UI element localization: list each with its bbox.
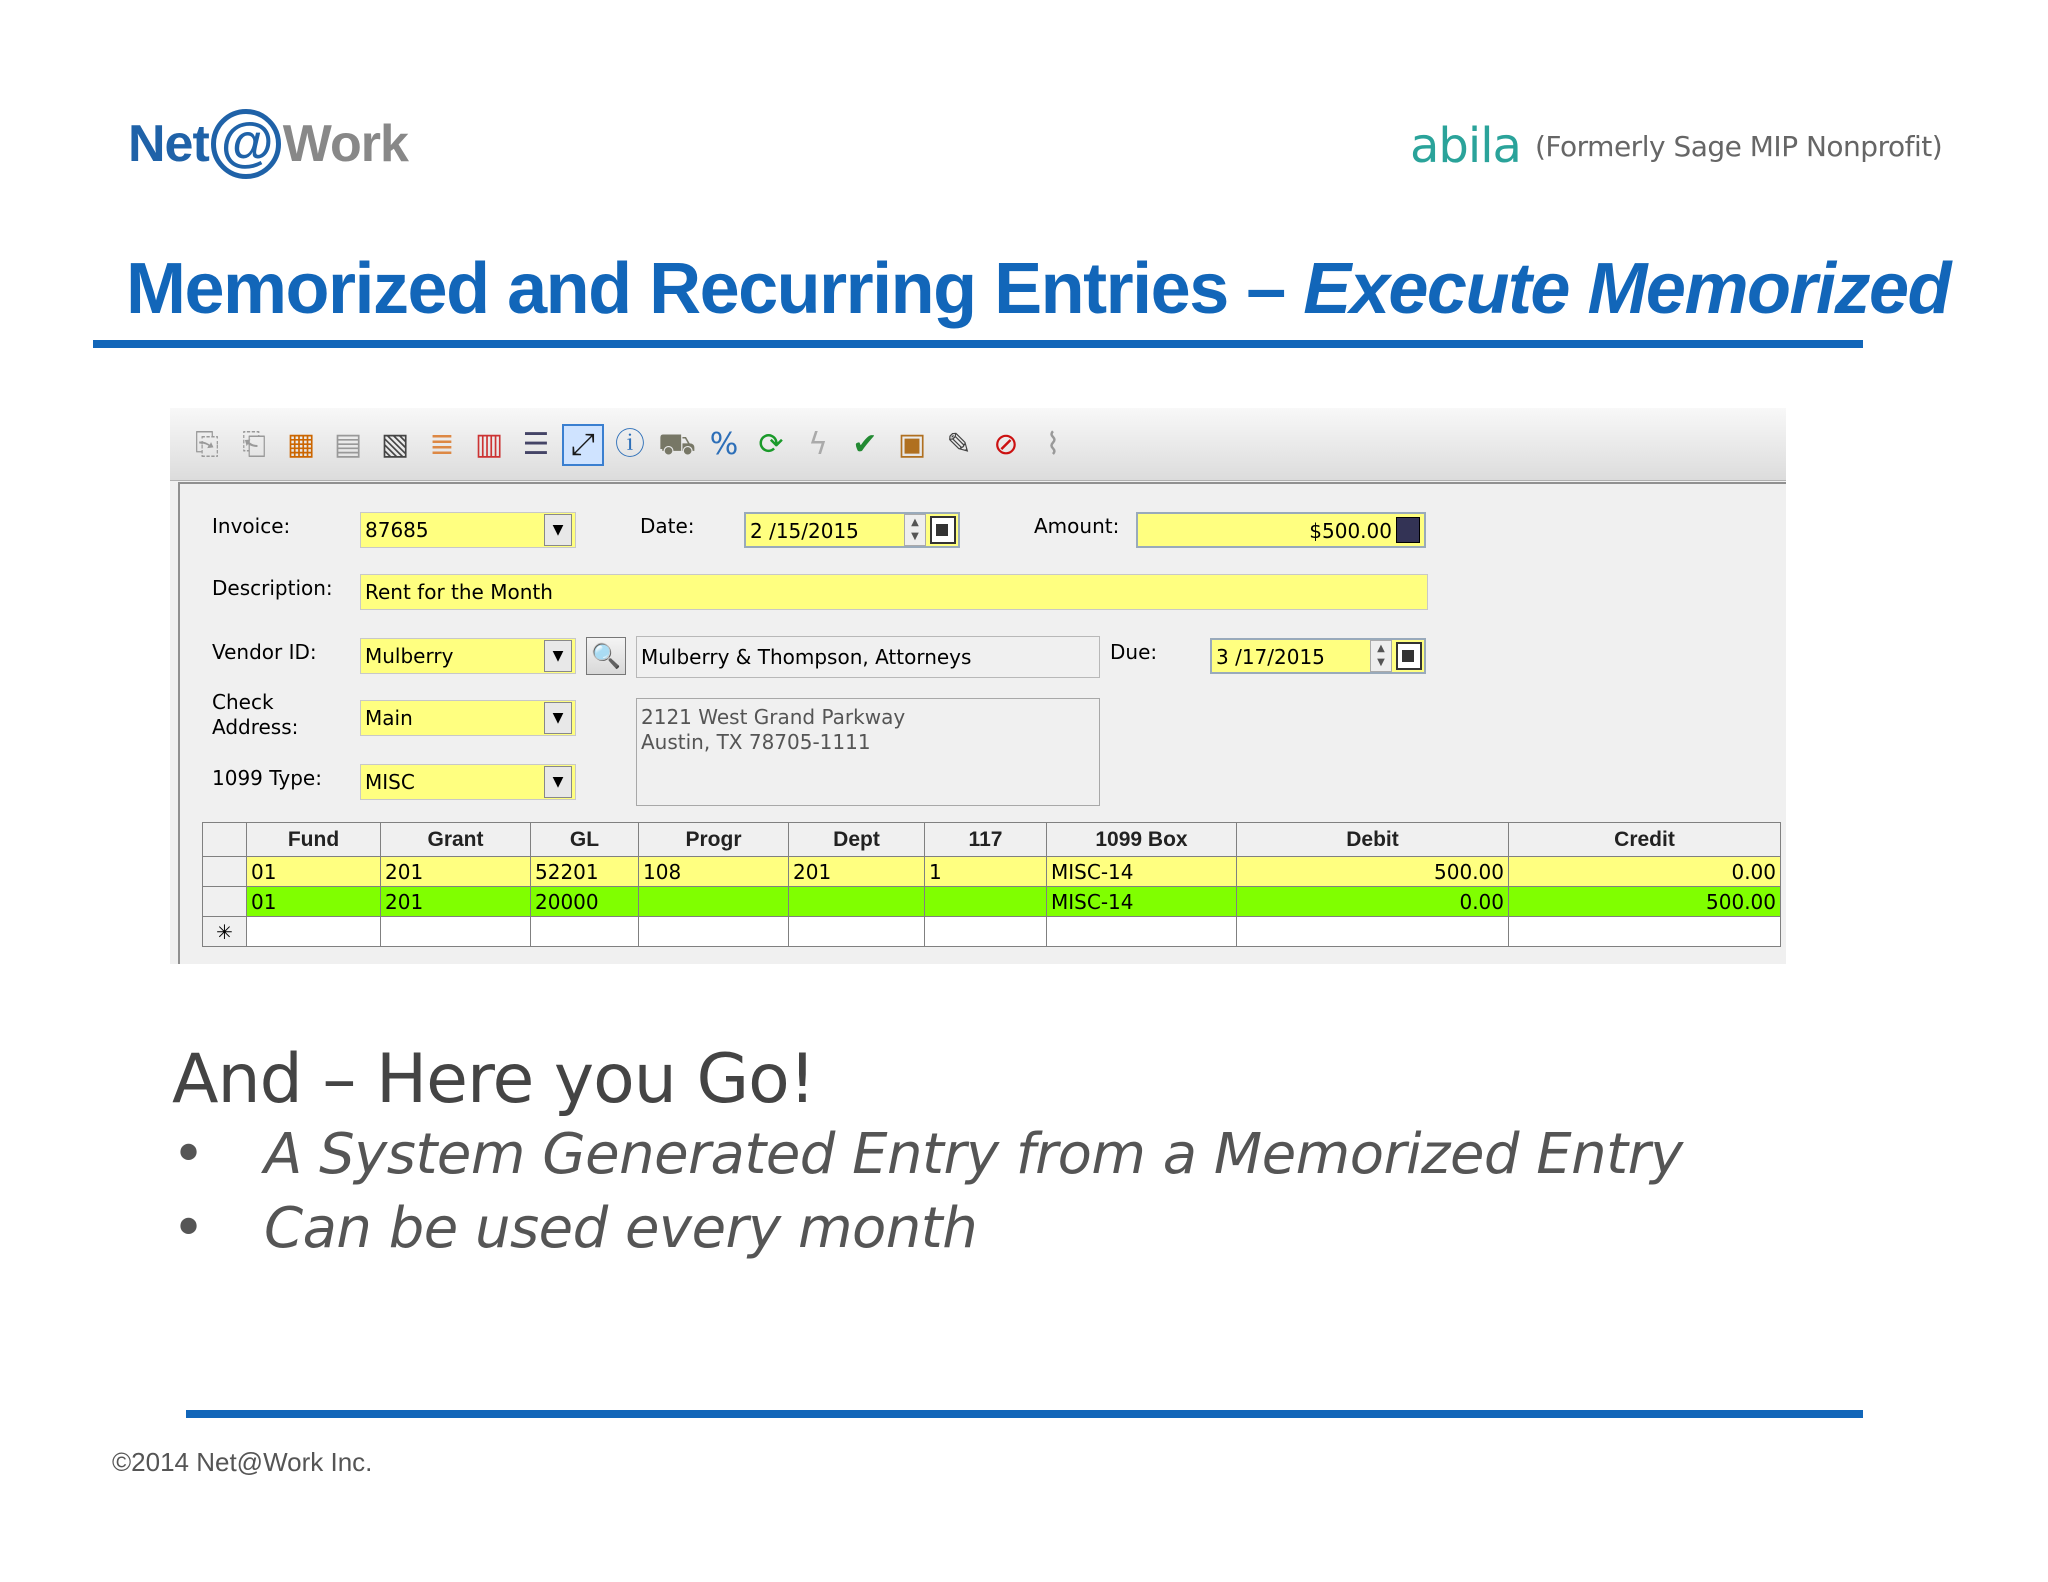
package-icon[interactable]: ▣ bbox=[897, 427, 927, 462]
cell-empty[interactable] bbox=[381, 917, 531, 947]
type-1099-dropdown-button[interactable]: ▼ bbox=[544, 766, 572, 798]
cell-gl[interactable]: 52201 bbox=[531, 857, 639, 887]
check-address-label bbox=[212, 690, 298, 740]
description-label: Description: bbox=[212, 576, 333, 600]
layers-icon[interactable]: ≣ bbox=[429, 427, 455, 462]
cell-1099-box[interactable]: MISC-14 bbox=[1047, 887, 1237, 917]
cell-dept[interactable]: 201 bbox=[789, 857, 925, 887]
cell-progr[interactable] bbox=[639, 887, 789, 917]
cell-empty[interactable] bbox=[1237, 917, 1509, 947]
check-address-field[interactable]: Main bbox=[360, 700, 576, 736]
cell-empty[interactable] bbox=[531, 917, 639, 947]
new-row-marker-icon: ✳ bbox=[203, 917, 247, 947]
invoice-dropdown-button[interactable]: ▼ bbox=[544, 514, 572, 546]
date-spinner[interactable]: ▲ ▼ bbox=[904, 514, 926, 546]
date-label: Date: bbox=[640, 514, 695, 538]
amount-field[interactable]: $500.00 bbox=[1136, 512, 1426, 548]
row-selector[interactable] bbox=[203, 887, 247, 917]
cell-credit[interactable]: 500.00 bbox=[1509, 887, 1781, 917]
cell-117[interactable]: 1 bbox=[925, 857, 1047, 887]
slide-title-main: Memorized and Recurring Entries – bbox=[126, 249, 1304, 329]
cell-117[interactable] bbox=[925, 887, 1047, 917]
cell-empty[interactable] bbox=[789, 917, 925, 947]
info-docs-icon[interactable]: ⓘ bbox=[615, 427, 645, 462]
cell-gl[interactable]: 20000 bbox=[531, 887, 639, 917]
checkmark-icon[interactable]: ✔ bbox=[852, 427, 878, 462]
due-date-spinner[interactable]: ▲ ▼ bbox=[1370, 640, 1392, 672]
check-address-label-line1: Check bbox=[212, 690, 274, 714]
document-list-icon[interactable]: ☰ bbox=[522, 427, 550, 462]
netwok-logo bbox=[128, 104, 408, 184]
cell-credit[interactable]: 0.00 bbox=[1509, 857, 1781, 887]
type-1099-field[interactable]: MISC bbox=[360, 764, 576, 800]
vendor-dropdown-button[interactable]: ▼ bbox=[544, 640, 572, 672]
attachment-icon[interactable]: ⌇ bbox=[1045, 427, 1061, 462]
slide-title bbox=[126, 248, 1950, 330]
description-field[interactable]: Rent for the Month bbox=[360, 574, 1428, 610]
cell-empty[interactable] bbox=[639, 917, 789, 947]
paste-icon[interactable]: ⎗ bbox=[242, 427, 266, 462]
vendor-lookup-search-icon[interactable]: 🔍 bbox=[586, 637, 626, 675]
percent-info-icon[interactable]: % bbox=[709, 427, 739, 462]
vehicle-info-icon[interactable]: ⛟ bbox=[658, 427, 696, 462]
check-address-dropdown-button[interactable]: ▼ bbox=[544, 702, 572, 734]
due-date-calendar-icon[interactable] bbox=[1396, 642, 1422, 670]
cell-grant[interactable]: 201 bbox=[381, 857, 531, 887]
cell-empty[interactable] bbox=[1509, 917, 1781, 947]
cell-debit[interactable]: 0.00 bbox=[1237, 887, 1509, 917]
grid-header-debit[interactable]: Debit bbox=[1237, 823, 1509, 857]
cell-grant[interactable]: 201 bbox=[381, 887, 531, 917]
grid-header-row bbox=[203, 823, 1781, 857]
table-row[interactable] bbox=[203, 887, 1781, 917]
bullet-text: A System Generated Entry from a Memorized Entry bbox=[264, 1122, 1683, 1187]
footer-divider bbox=[186, 1410, 1863, 1418]
grid-header-117[interactable]: 117 bbox=[925, 823, 1047, 857]
abila-formerly-text: (Formerly Sage MIP Nonprofit) bbox=[1535, 130, 1943, 163]
edit-icon[interactable]: ✎ bbox=[946, 427, 972, 462]
cell-progr[interactable]: 108 bbox=[639, 857, 789, 887]
amount-label: Amount: bbox=[1034, 514, 1120, 538]
year-calendar-icon[interactable]: ▥ bbox=[474, 427, 504, 462]
abila-logo: abila bbox=[1410, 118, 1521, 174]
grid-header-grant[interactable]: Grant bbox=[381, 823, 531, 857]
address-display bbox=[636, 698, 1100, 806]
copyright-text: ©2014 Net@Work Inc. bbox=[112, 1447, 373, 1477]
grid-row-selector-header bbox=[203, 823, 247, 857]
cancel-icon[interactable]: ⊘ bbox=[993, 427, 1019, 462]
bullet-text: Can be used every month bbox=[264, 1196, 978, 1261]
row-selector[interactable] bbox=[203, 857, 247, 887]
cell-empty[interactable] bbox=[247, 917, 381, 947]
table-row[interactable] bbox=[203, 857, 1781, 887]
cell-debit[interactable]: 500.00 bbox=[1237, 857, 1509, 887]
expand-icon[interactable]: ⤢ bbox=[562, 424, 604, 466]
memorize-icon[interactable]: ▤ bbox=[333, 427, 363, 462]
new-row[interactable] bbox=[203, 917, 1781, 947]
due-label: Due: bbox=[1110, 640, 1158, 664]
grid-header-progr[interactable]: Progr bbox=[639, 823, 789, 857]
title-divider bbox=[93, 340, 1863, 348]
logo-work-text: Work bbox=[282, 115, 408, 173]
invoice-label: Invoice: bbox=[212, 514, 291, 538]
cell-fund[interactable]: 01 bbox=[247, 887, 381, 917]
cell-fund[interactable]: 01 bbox=[247, 857, 381, 887]
date-field[interactable]: 2 /15/2015 bbox=[744, 512, 960, 548]
check-address-label-line2: Address: bbox=[212, 715, 299, 739]
vendor-id-field[interactable]: Mulberry bbox=[360, 638, 576, 674]
address-line-2: Austin, TX 78705-1111 bbox=[641, 730, 871, 754]
grid-header-gl[interactable]: GL bbox=[531, 823, 639, 857]
vendor-id-label: Vendor ID: bbox=[212, 640, 317, 664]
lightning-icon[interactable]: ϟ bbox=[808, 427, 828, 462]
grid-header-dept[interactable]: Dept bbox=[789, 823, 925, 857]
cell-dept[interactable] bbox=[789, 887, 925, 917]
subheading: And – Here you Go! bbox=[172, 1040, 816, 1119]
grid-header-fund[interactable]: Fund bbox=[247, 823, 381, 857]
logo-net-text: Net bbox=[128, 115, 209, 173]
grid-header-1099-box[interactable]: 1099 Box bbox=[1047, 823, 1237, 857]
address-line-1: 2121 West Grand Parkway bbox=[641, 705, 906, 729]
bullet-marker: • bbox=[172, 1122, 205, 1187]
bullet-marker: • bbox=[172, 1196, 205, 1261]
cell-1099-box[interactable]: MISC-14 bbox=[1047, 857, 1237, 887]
due-date-field[interactable]: 3 /17/2015 bbox=[1210, 638, 1426, 674]
copy-icon[interactable]: ⎘ bbox=[195, 427, 219, 462]
vendor-name-field: Mulberry & Thompson, Attorneys bbox=[636, 636, 1100, 678]
cell-empty[interactable] bbox=[925, 917, 1047, 947]
refresh-money-icon[interactable]: ⟳ bbox=[758, 427, 784, 462]
recurring-icon[interactable]: ▦ bbox=[286, 427, 316, 462]
type-1099-label: 1099 Type: bbox=[212, 766, 322, 790]
cell-empty[interactable] bbox=[1047, 917, 1237, 947]
logo-at-symbol: @ bbox=[211, 109, 281, 179]
calculator-icon[interactable] bbox=[1396, 517, 1420, 543]
distribution-icon[interactable]: ▧ bbox=[380, 427, 410, 462]
application-window bbox=[170, 408, 1786, 964]
invoice-field[interactable]: 87685 bbox=[360, 512, 576, 548]
slide-title-italic: Execute Memorized bbox=[1303, 249, 1951, 329]
grid-header-credit[interactable]: Credit bbox=[1509, 823, 1781, 857]
toolbar bbox=[170, 408, 1786, 481]
date-calendar-icon[interactable] bbox=[930, 516, 956, 544]
distribution-grid bbox=[202, 822, 1781, 947]
